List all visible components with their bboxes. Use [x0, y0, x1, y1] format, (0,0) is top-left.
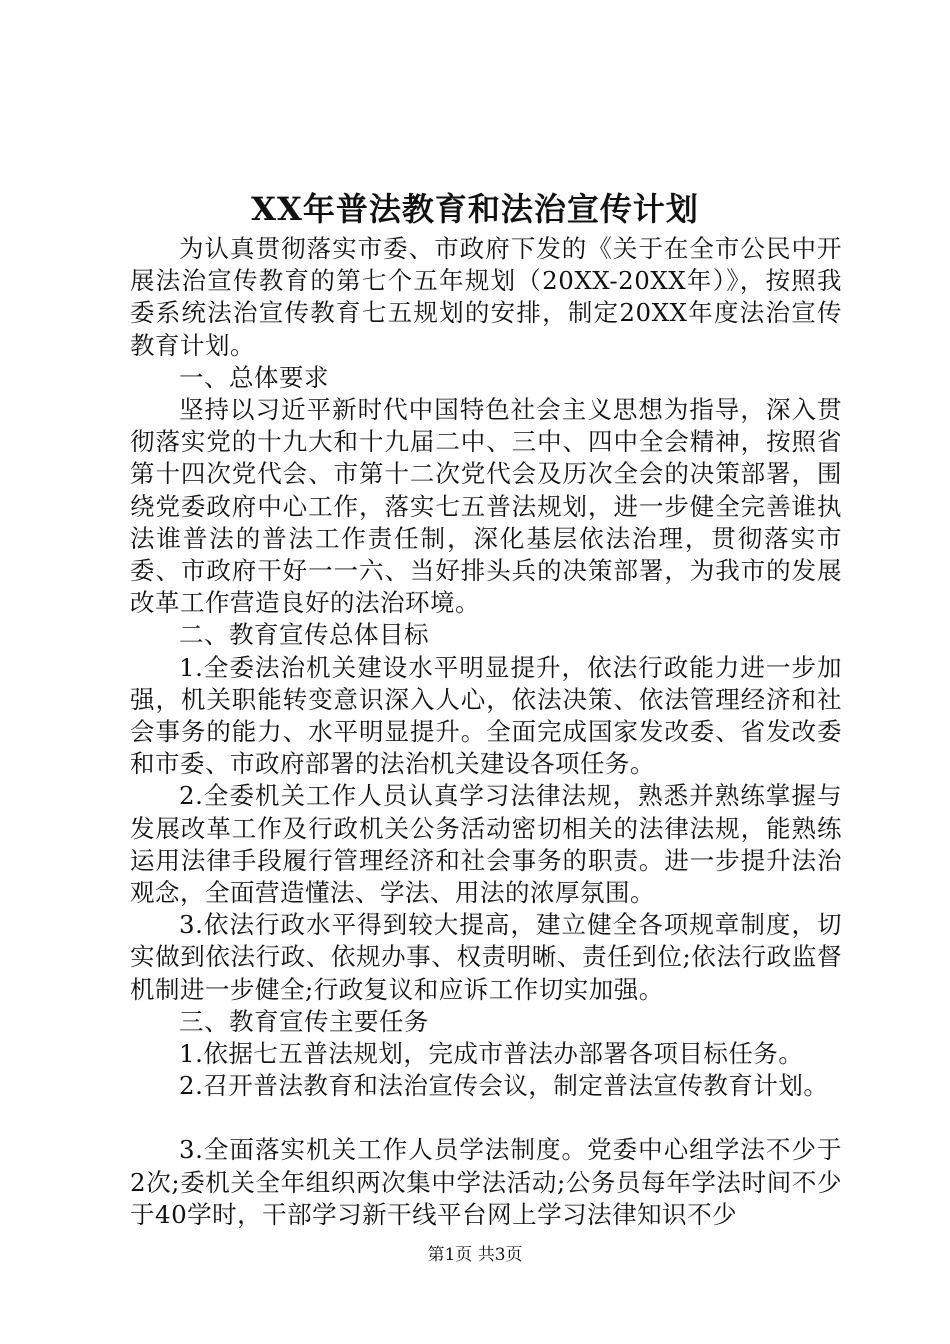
intro-paragraph: 为认真贯彻落实市委、市政府下发的《关于在全市公民中开展法治宣传教育的第七个五年规划（20XX-20XX年）》，按照我委系统法治宣传教育七五规划的安排，制定20XX年度法治宣传教育计划。 [130, 234, 842, 360]
task-item-3: 3.全面落实机关工作人员学法制度。党委中心组学法不少于2次;委机关全年组织两次集中学法活动;公务员每年学法时间不少于40学时，干部学习新干线平台网上学习法律知识不少 [130, 1135, 842, 1229]
goal-item-1: 1.全委法治机关建设水平明显提升，依法行政能力进一步加强，机关职能转变意识深入人心，依法决策、依法管理经济和社会事务的能力、水平明显提升。全面完成国家发改委、省发改委和市委、市政府部署的法治机关建设各项任务。 [130, 652, 842, 779]
section-heading-overall-goals: 二、教育宣传总体目标 [179, 620, 429, 650]
goal-item-2: 2.全委机关工作人员认真学习法律法规，熟悉并熟练掌握与发展改革工作及行政机关公务活动密切相关的法律法规，能熟练运用法律手段履行管理经济和社会事务的职责。进一步提升法治观念，全面营造懂法、学法、用法的浓厚氛围。 [130, 781, 842, 908]
general-requirements-paragraph: 坚持以习近平新时代中国特色社会主义思想为指导，深入贯彻落实党的十九大和十九届二中、三中、四中全会精神，按照省第十四次党代会、市第十二次党代会及历次全会的决策部署，围绕党委政府中心工作，落实七五普法规划，进一步健全完善谁执法谁普法的普法工作责任制，深化基层依法治理，贯彻落实市委、市政府干好一一六、当好排头兵的决策部署，为我市的发展改革工作营造良好的法治环境。 [130, 395, 842, 618]
section-heading-main-tasks: 三、教育宣传主要任务 [179, 1006, 429, 1036]
document-body [130, 233, 842, 1231]
section-heading-general-requirements: 一、总体要求 [179, 362, 329, 392]
blank-line [130, 1102, 842, 1134]
task-item-2: 2.召开普法教育和法治宣传会议，制定普法宣传教育计划。 [179, 1071, 829, 1101]
goal-item-3: 3.依法行政水平得到较大提高，建立健全各项规章制度，切实做到依法行政、依规办事、权责明晰、责任到位;依法行政监督机制进一步健全;行政复议和应诉工作切实加强。 [130, 910, 842, 1004]
page-footer: 第1页 共3页 [427, 1245, 523, 1265]
task-item-1: 1.依据七五普法规划，完成市普法办部署各项目标任务。 [179, 1039, 804, 1069]
document-title: XX年普法教育和法治宣传计划 [251, 190, 699, 228]
